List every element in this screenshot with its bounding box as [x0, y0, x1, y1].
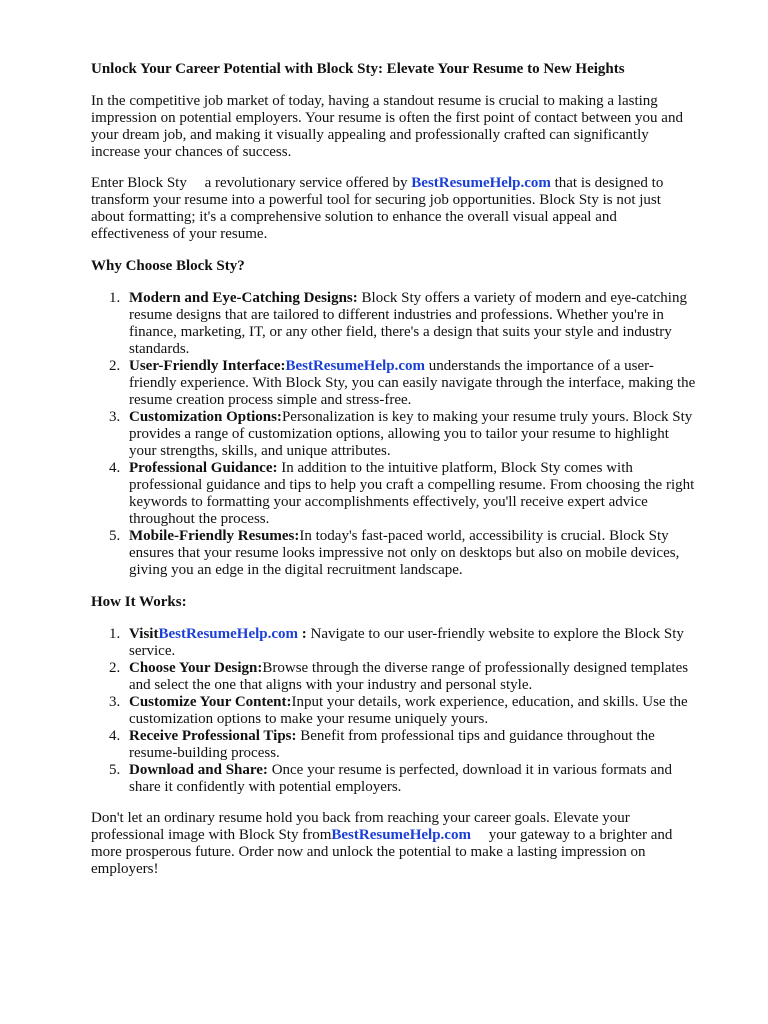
- list-number: 4.: [109, 460, 121, 476]
- brand-link[interactable]: BestResumeHelp.com: [158, 626, 299, 642]
- list-item-term: User-Friendly Interface:: [129, 358, 286, 374]
- list-item-text: Input your details, work experience, education, and skills. Use the customization options to make your resume uniquely yours.: [129, 694, 688, 727]
- why-heading: Why Choose Block Sty?: [91, 258, 245, 274]
- list-item-term: Modern and Eye-Catching Designs:: [129, 290, 358, 306]
- document-title: Unlock Your Career Potential with Block Sty: Elevate Your Resume to New Heights: [91, 61, 625, 77]
- list-item-term: Choose Your Design:: [129, 660, 263, 676]
- enter-paragraph-start: Enter Block Sty: [91, 175, 187, 191]
- list-number: 3.: [109, 409, 121, 425]
- list-item-term: Download and Share:: [129, 762, 268, 778]
- list-item-term: Customization Options:: [129, 409, 282, 425]
- list-number: 5.: [109, 762, 121, 778]
- how-list-item: [109, 762, 696, 796]
- brand-link[interactable]: BestResumeHelp.com: [285, 358, 426, 374]
- why-list-item: [109, 290, 696, 358]
- how-list-item: [109, 694, 696, 728]
- how-list-item: [109, 728, 696, 762]
- list-item-colon: :: [301, 626, 307, 642]
- how-heading: How It Works:: [91, 594, 187, 610]
- closing-paragraph: [91, 810, 696, 878]
- list-number: 5.: [109, 528, 121, 544]
- why-list-item: [109, 460, 696, 528]
- how-list: [91, 626, 696, 796]
- enter-paragraph-end: that is designed to transform your resume into a powerful tool for securing job opportunities. Block Sty is not just about formatting; it's a comprehensive solution to enhance the overall visual appeal and effectiveness of your resume.: [91, 175, 664, 242]
- list-number: 3.: [109, 694, 121, 710]
- list-item-text: Benefit from professional tips and guidance throughout the resume-building process.: [129, 728, 655, 761]
- closing-paragraph-end: your gateway to a brighter and more prosperous future. Order now and unlock the potential to make a lasting impression on employers!: [91, 827, 673, 877]
- list-item-text: In today's fast-paced world, accessibility is crucial. Block Sty ensures that your resume looks impressive not only on desktops but also on mobile devices, giving you an edge in the digital recruitment landscape.: [129, 528, 680, 578]
- enter-paragraph-middle: a revolutionary service offered by: [204, 175, 408, 191]
- list-item-text: Browse through the diverse range of professionally designed templates and select the one that aligns with your industry and personal style.: [129, 660, 689, 693]
- why-list-item: [109, 409, 696, 460]
- list-number: 1.: [109, 626, 121, 642]
- enter-paragraph: [91, 175, 696, 243]
- list-number: 2.: [109, 660, 121, 676]
- list-item-term: Mobile-Friendly Resumes:: [129, 528, 300, 544]
- list-item-text: Personalization is key to making your resume truly yours. Block Sty provides a range of customization options, allowing you to tailor your resume to highlight your strengths, skills, and unique attributes.: [129, 409, 693, 459]
- list-number: 1.: [109, 290, 121, 306]
- closing-paragraph-start: Don't let an ordinary resume hold you back from reaching your career goals. Elevate your professional image with Block Sty from: [91, 810, 630, 843]
- list-item-term: Visit: [129, 626, 159, 642]
- list-item-text: Navigate to our user-friendly website to explore the Block Sty service.: [129, 626, 684, 659]
- list-number: 4.: [109, 728, 121, 744]
- list-item-text: Once your resume is perfected, download it in various formats and share it confidently with potential employers.: [129, 762, 672, 795]
- list-item-text: Block Sty offers a variety of modern and eye-catching resume designs that are tailored to different industries and professions. Whether you're in finance, marketing, IT, or any other field, there's a design that suits your style and industry standards.: [129, 290, 687, 357]
- list-item-text: understands the importance of a user-friendly experience. With Block Sty, you can easily navigate through the interface, making the resume creation process simple and stress-free.: [129, 358, 696, 408]
- list-item-term: Customize Your Content:: [129, 694, 292, 710]
- brand-link[interactable]: BestResumeHelp.com: [411, 175, 551, 191]
- list-item-term: Professional Guidance:: [129, 460, 278, 476]
- intro-paragraph: In the competitive job market of today, having a standout resume is crucial to making a lasting impression on potential employers. Your resume is often the first point of contact between you and your dream job, and making it visually appealing and professionally crafted can significantly increase your chances of success.: [91, 93, 683, 160]
- list-number: 2.: [109, 358, 121, 374]
- why-list-item: [109, 528, 696, 579]
- why-list: [91, 290, 696, 579]
- list-item-term: Receive Professional Tips:: [129, 728, 297, 744]
- how-list-item: [109, 660, 696, 694]
- why-list-item: [109, 358, 696, 409]
- brand-link[interactable]: BestResumeHelp.com: [331, 827, 471, 843]
- how-list-item: [109, 626, 696, 660]
- list-item-text: In addition to the intuitive platform, Block Sty comes with professional guidance and tips to help you craft a compelling resume. From choosing the right keywords to formatting your accomplishments effectively, you'll receive expert advice throughout the process.: [129, 460, 695, 527]
